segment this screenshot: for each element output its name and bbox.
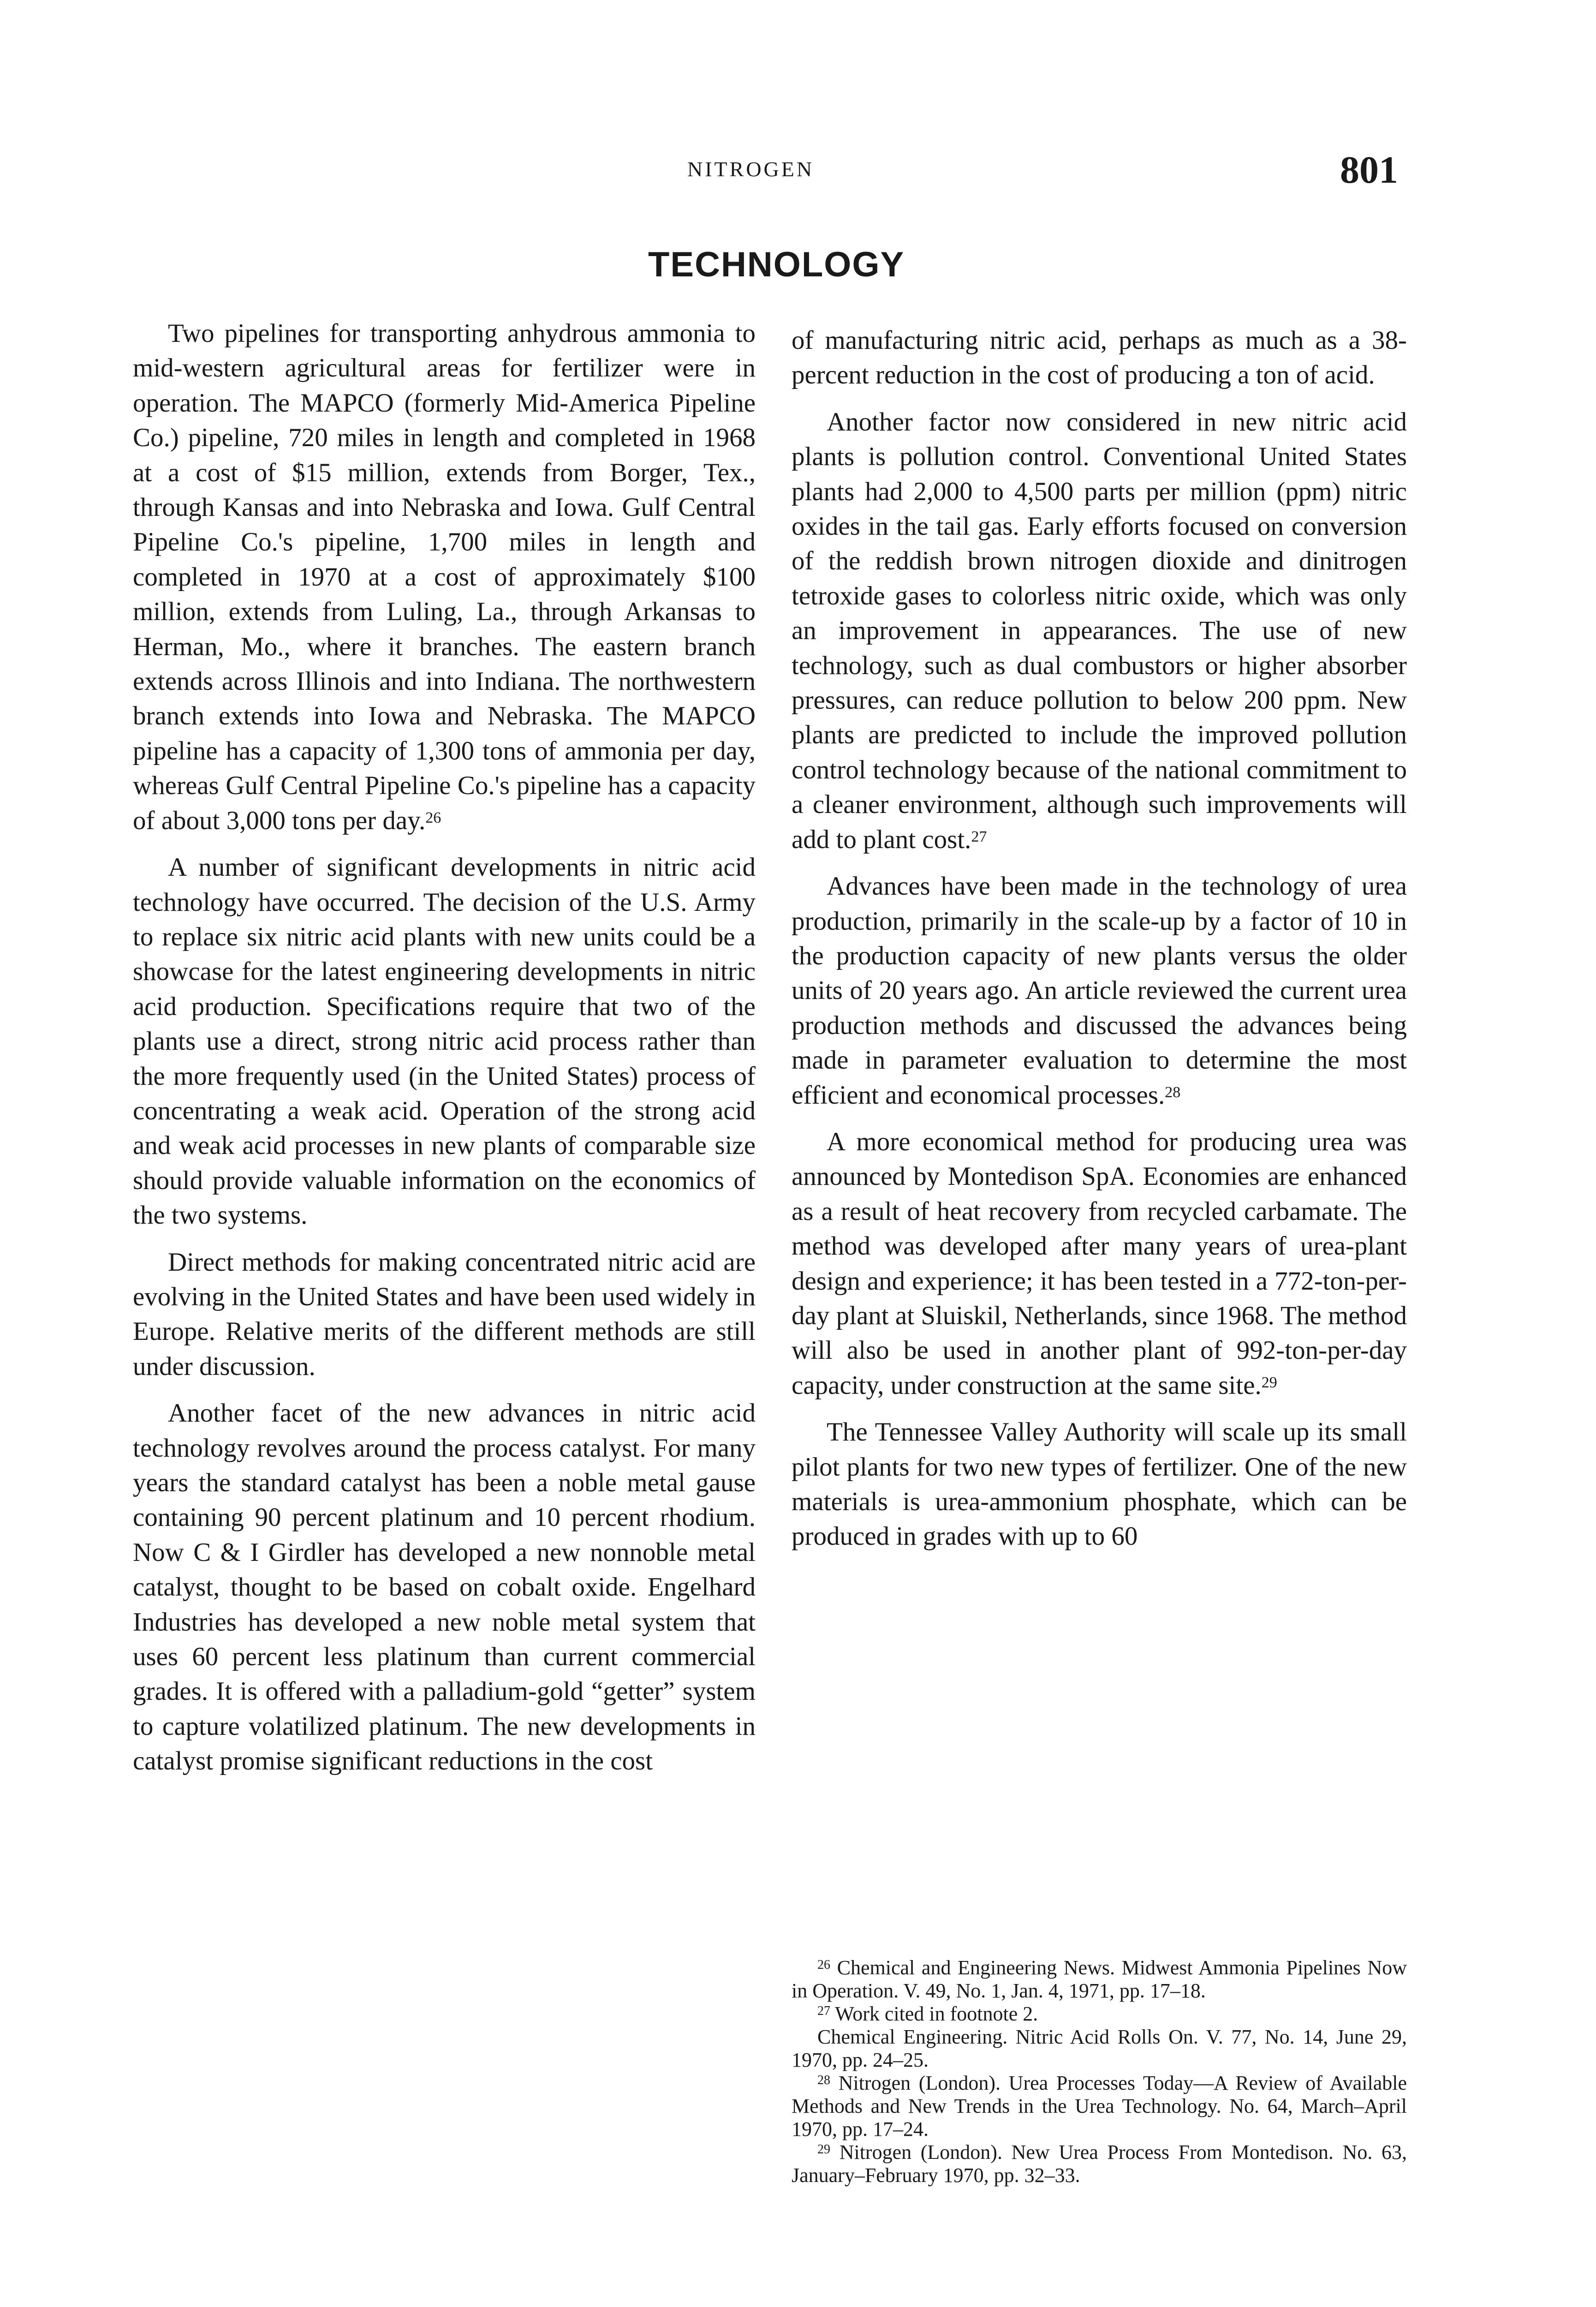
- paragraph: Direct methods for making concentrated nitric acid are evolving in the United States and have been used widely in Europe. Relative merits of the different methods are still under discussion.: [133, 1247, 756, 1381]
- footnote: $^{27}$ Work cited in footnote 2.: [817, 2002, 1038, 2025]
- footnote-number: 28: [817, 2073, 830, 2087]
- paragraph: The Tennessee Valley Authority will scale up its small pilot plants for two new types of fertilizer. One of the new materials is urea-ammonium phosphate, which can be produced in grades with up to 60: [792, 1417, 1407, 1551]
- footnote-number: 27: [817, 2004, 830, 2018]
- paragraph: Another factor now considered in new nitric acid plants is pollution control. Conventional United States plants had 2,000 to 4,500 parts per million (ppm) nitric oxides in the tail gas. Early efforts focused on conversion of the reddish brown nitrogen dioxide and dinitrogen tetroxide gases to colorless nitric oxide, which was only an improvement in appearances. The use of new technology, such as dual combustors or higher absorber pressures, can reduce pollution to below 200 ppm. New plants are predicted to include the improved pollution control technology because of the national commitment to a cleaner environment, although such improvements will add to plant cost.$^{27}$: [792, 407, 1407, 854]
- footnotes: [792, 1956, 1407, 2187]
- footnote: $^{26}$ Chemical and Engineering News. Midwest Ammonia Pipelines Now in Operation. V. 49, No. 1, Jan. 4, 1971, pp. 17–18.: [792, 1956, 1407, 2002]
- footnote: $^{28}$ Nitrogen (London). Urea Processes Today—A Review of Available Methods and New Trends in the Urea Technology. No. 64, March–April 1970, pp. 17–24.: [792, 2072, 1407, 2140]
- left-column: [133, 316, 756, 1791]
- footnote: $^{29}$ Nitrogen (London). New Urea Process From Montedison. No. 63, January–February 1970, pp. 32–33.: [792, 2141, 1407, 2187]
- footnote-ref[interactable]: 26: [425, 809, 441, 826]
- paragraph: Advances have been made in the technology of urea production, primarily in the scale-up by a factor of 10 in the production capacity of new plants versus the older units of 20 years ago. An article reviewed the current urea production methods and discussed the advances being made in parameter evaluation to determine the most efficient and economical processes.$^{28}$: [792, 872, 1407, 1110]
- paragraph: Another facet of the new advances in nitric acid technology revolves around the process catalyst. For many years the standard catalyst has been a noble metal gause containing 90 percent platinum and 10 percent rhodium. Now C & I Girdler has developed a new nonnoble metal catalyst, thought to be based on cobalt oxide. Engelhard Industries has developed a new noble metal system that uses 60 percent less platinum than current commercial grades. It is offered with a palladium-gold “getter” system to capture volatilized platinum. The new developments in catalyst promise significant reductions in the cost: [133, 1399, 756, 1776]
- footnote-number: 26: [817, 1958, 830, 1972]
- running-title: NITROGEN: [687, 157, 815, 181]
- paragraph: A more economical method for producing urea was announced by Montedison SpA. Economies are enhanced as a result of heat recovery from recycled carbamate. The method was developed after many years of urea-plant design and experience; it has been tested in a 772-ton-per-day plant at Sluiskil, Netherlands, since 1968. The method will also be used in another plant of 992-ton-per-day capacity, under construction at the same site.$^{29}$: [792, 1127, 1407, 1400]
- footnote-ref[interactable]: 28: [1165, 1083, 1181, 1101]
- paragraph: Two pipelines for transporting anhydrous ammonia to mid-western agricultural areas for fertilizer were in operation. The MAPCO (formerly Mid-America Pipeline Co.) pipeline, 720 miles in length and completed in 1968 at a cost of $15 million, extends from Borger, Tex., through Kansas and into Nebraska and Iowa. Gulf Central Pipeline Co.'s pipeline, 1,700 miles in length and completed in 1970 at a cost of approximately $100 million, extends from Luling, La., through Arkansas to Herman, Mo., where it branches. The eastern branch extends across Illinois and into Indiana. The northwestern branch extends into Iowa and Nebraska. The MAPCO pipeline has a capacity of 1,300 tons of ammonia per day, whereas Gulf Central Pipeline Co.'s pipeline has a capacity of about 3,000 tons per day.$^{26}$: [133, 319, 756, 835]
- paragraph: of manufacturing nitric acid, perhaps as much as a 38-percent reduction in the cost of producing a ton of acid.: [792, 326, 1407, 390]
- right-column: [792, 323, 1407, 1566]
- footnote: Chemical Engineering. Nitric Acid Rolls On. V. 77, No. 14, June 29, 1970, pp. 24–25.: [792, 2026, 1407, 2071]
- page-number: 801: [1340, 149, 1398, 191]
- paragraph: A number of significant developments in nitric acid technology have occurred. The decision of the U.S. Army to replace six nitric acid plants with new units could be a showcase for the latest engineering developments in nitric acid production. Specifications require that two of the plants use a direct, strong nitric acid process rather than the more frequently used (in the United States) process of concentrating a weak acid. Operation of the strong acid and weak acid processes in new plants of comparable size should provide valuable information on the economics of the two systems.: [133, 853, 756, 1230]
- footnote-ref[interactable]: 29: [1261, 1374, 1277, 1391]
- section-title: TECHNOLOGY: [648, 245, 905, 284]
- footnote-number: 29: [817, 2142, 830, 2157]
- footnote-ref[interactable]: 27: [971, 828, 987, 845]
